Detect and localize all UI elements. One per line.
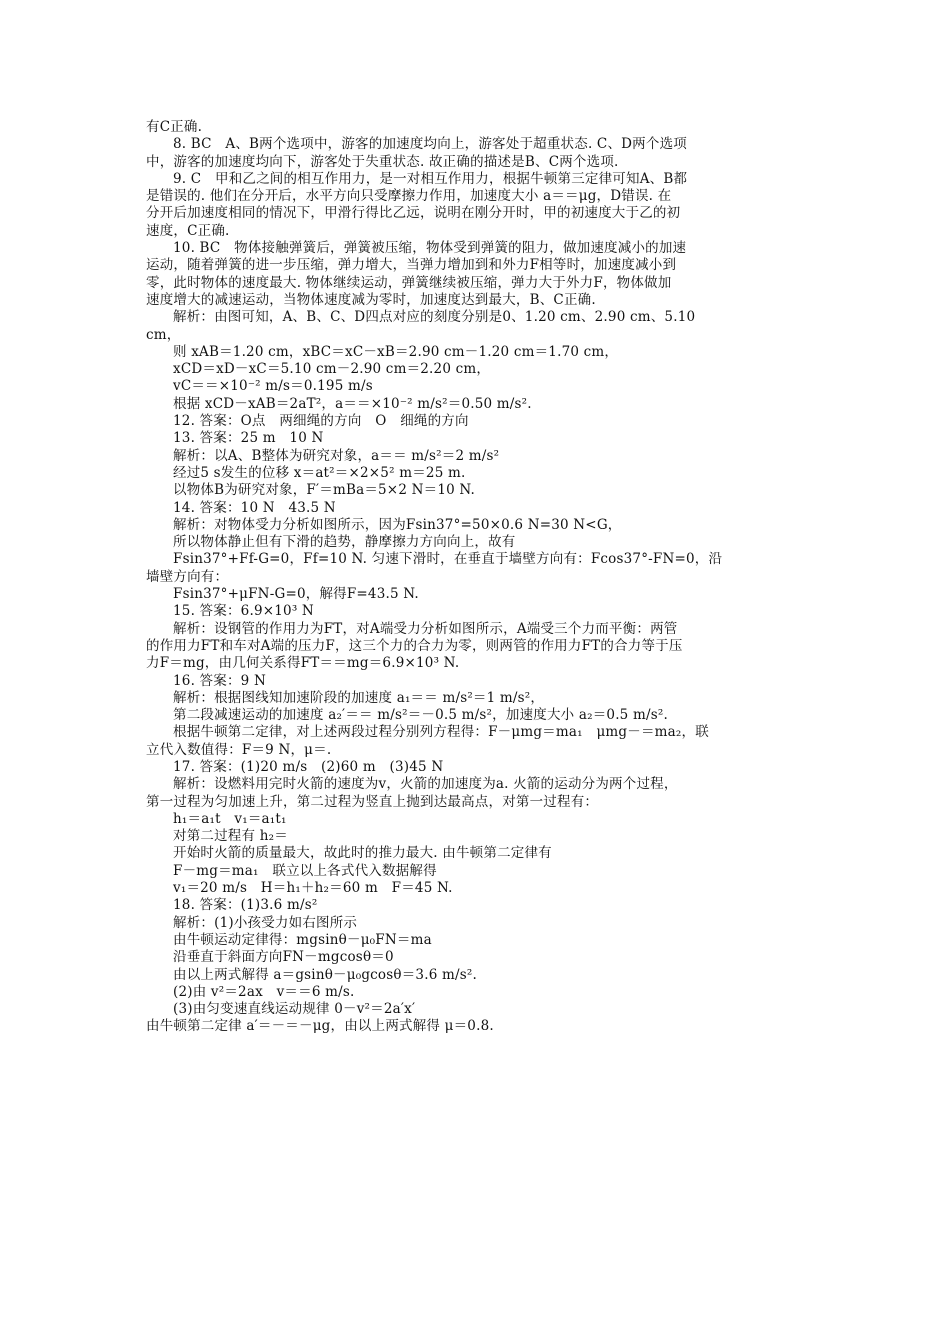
text-line: F－mg＝ma₁ 联立以上各式代入数据解得 [173, 862, 437, 879]
text-line: 则 xAB＝1.20 cm，xBC＝xC－xB＝2.90 cm－1.20 cm＝1.70 cm， [173, 343, 619, 360]
text-line: 18. 答案：(1)3.6 m/s² [173, 897, 318, 914]
text-line: v₁＝20 m/s H＝h₁＋h₂＝60 m F＝45 N. [173, 880, 453, 897]
text-line: 的作用力FT和车对A端的压力F，这三个力的合力为零，则两管的作用力FT的合力等于压 [146, 637, 683, 654]
text-line: 14. 答案：10 N 43.5 N [173, 499, 336, 516]
text-line: 12. 答案：O点 两细绳的方向 O 细绳的方向 [173, 413, 469, 430]
text-line: 墙壁方向有： [146, 568, 229, 585]
answer-document [146, 119, 806, 1036]
text-line: 沿垂直于斜面方向FN－mgcosθ＝0 [173, 949, 394, 966]
text-line: 对第二过程有 h₂＝ [173, 828, 288, 845]
text-line: 中，游客的加速度均向下，游客处于失重状态. 故正确的描述是B、C两个选项. [146, 153, 619, 170]
text-line: 解析：设燃料用完时火箭的速度为v，火箭的加速度为a. 火箭的运动分为两个过程， [173, 776, 678, 793]
text-line: 速度增大的减速运动，当物体速度减为零时，加速度达到最大，B、C正确. [146, 291, 596, 308]
text-line: Fsin37°+Ff-G=0，Ff=10 N. 匀速下滑时，在垂直于墙壁方向有：Fcos37°-FN=0，沿 [173, 551, 723, 568]
text-line: 由牛顿运动定律得：mgsinθ－μ₀FN＝ma [173, 931, 432, 948]
text-line: (2)由 v²＝2ax v＝＝6 m/s. [173, 983, 355, 1000]
text-line: 有C正确. [146, 119, 203, 135]
text-line: 解析：根据图线知加速阶段的加速度 a₁＝＝ m/s²＝1 m/s²， [173, 689, 545, 706]
text-line: 17. 答案：(1)20 m/s (2)60 m (3)45 N [173, 758, 444, 775]
text-line: vC＝＝×10⁻² m/s＝0.195 m/s [173, 378, 373, 395]
text-line: 是错误的. 他们在分开后，水平方向只受摩擦力作用，加速度大小 a＝＝μg，D错误. 在 [146, 188, 672, 205]
text-line: (3)由匀变速直线运动规律 0－v²＝2a′x′ [173, 1001, 416, 1018]
text-line: 16. 答案：9 N [173, 672, 266, 689]
text-line: 9. C 甲和乙之间的相互作用力，是一对相互作用力，根据牛顿第三定律可知A、B都 [173, 170, 688, 187]
text-line: 速度，C正确. [146, 222, 230, 239]
text-line: 13. 答案：25 m 10 N [173, 430, 324, 447]
text-line: 力F＝mg，由几何关系得FT＝＝mg＝6.9×10³ N. [146, 655, 460, 672]
text-line: 立代入数值得：F＝9 N，μ＝. [146, 741, 332, 758]
text-line: 开始时火箭的质量最大，故此时的推力最大. 由牛顿第二定律有 [173, 845, 552, 862]
text-line: 由以上两式解得 a＝gsinθ－μ₀gcosθ＝3.6 m/s². [173, 966, 477, 983]
text-line: 第一过程为匀加速上升，第二过程为竖直上抛到达最高点，对第一过程有： [146, 793, 599, 810]
text-line: 解析：以A、B整体为研究对象，a＝＝ m/s²＝2 m/s² [173, 447, 500, 464]
text-line: 15. 答案：6.9×10³ N [173, 603, 314, 620]
text-line: 经过5 s发生的位移 x＝at²＝×2×5² m＝25 m. [173, 464, 466, 481]
text-line: 零，此时物体的速度最大. 物体继续运动，弹簧继续被压缩，弹力大于外力F，物体做加 [146, 274, 672, 291]
text-line: 根据牛顿第二定律，对上述两段过程分别列方程得：F－μmg＝ma₁ μmg－＝ma₂，联 [173, 724, 709, 741]
text-line: 由牛顿第二定律 a′＝－＝－μg，由以上两式解得 μ＝0.8. [146, 1018, 494, 1035]
text-line: 8. BC A、B两个选项中，游客的加速度均向上，游客处于超重状态. C、D两个选项 [173, 136, 687, 153]
text-line: 解析：对物体受力分析如图所示，因为Fsin37°=50×0.6 N=30 N<G， [173, 516, 622, 533]
text-line: 以物体B为研究对象，F′＝mBa＝5×2 N＝10 N. [173, 482, 476, 499]
text-line: 解析：(1)小孩受力如右图所示 [173, 914, 358, 931]
text-line: 第二段减速运动的加速度 a₂′＝＝ m/s²＝－0.5 m/s²，加速度大小 a₂＝0.5 m/s². [173, 707, 668, 724]
text-line: 解析：由图可知，A、B、C、D四点对应的刻度分别是0、1.20 cm、2.90 cm、5.10 [173, 309, 696, 326]
text-line: Fsin37°+μFN-G=0，解得F=43.5 N. [173, 586, 419, 603]
text-line: xCD＝xD－xC＝5.10 cm－2.90 cm＝2.20 cm， [173, 361, 491, 378]
text-line: 运动，随着弹簧的进一步压缩，弹力增大，当弹力增加到和外力F相等时，加速度减小到 [146, 257, 677, 274]
text-line: h₁＝a₁t v₁＝a₁t₁ [173, 810, 287, 827]
text-line: 10. BC 物体接触弹簧后，弹簧被压缩，物体受到弹簧的阻力，做加速度减小的加速 [173, 240, 687, 257]
text-line: 所以物体静止但有下滑的趋势，静摩擦力方向向上，故有 [173, 534, 516, 551]
text-line: cm， [146, 326, 181, 343]
text-line: 根据 xCD－xAB＝2aT²，a＝＝×10⁻² m/s²＝0.50 m/s². [173, 395, 532, 412]
text-line: 分开后加速度相同的情况下，甲滑行得比乙远，说明在刚分开时，甲的初速度大于乙的初 [146, 205, 681, 222]
text-line: 解析：设钢管的作用力为FT，对A端受力分析如图所示，A端受三个力而平衡：两管 [173, 620, 678, 637]
